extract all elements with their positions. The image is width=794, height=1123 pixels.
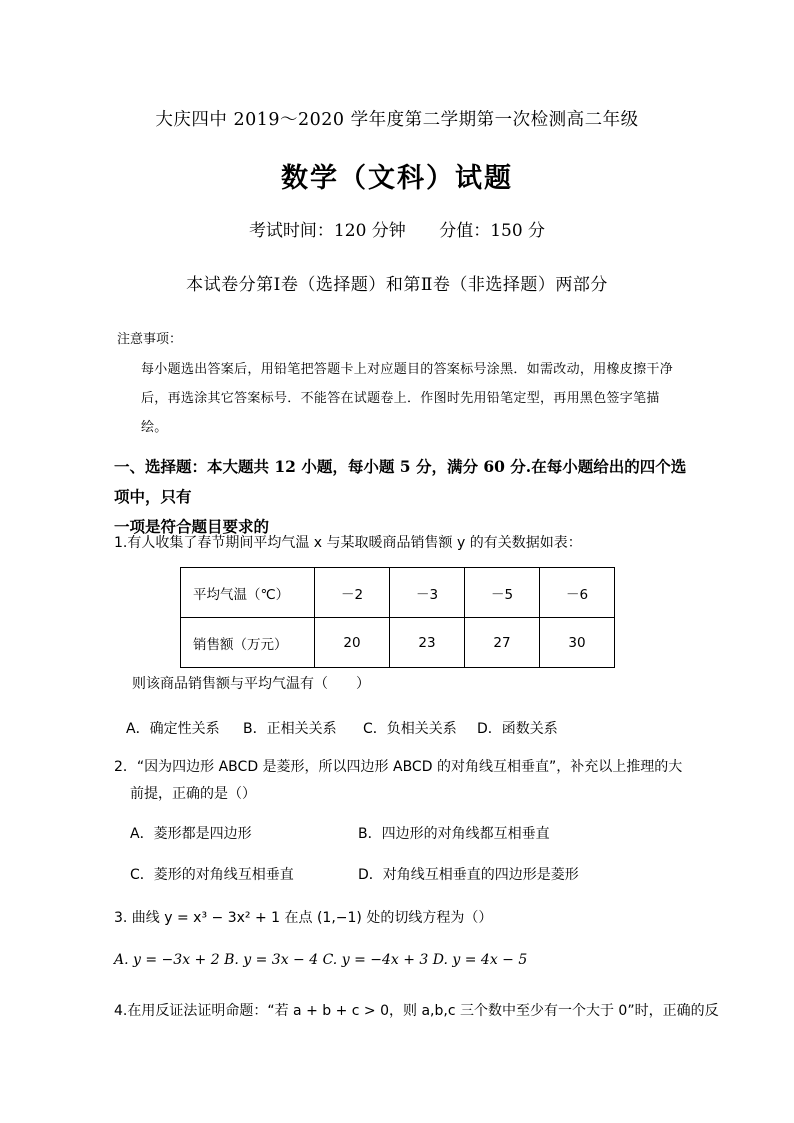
table-cell: －3 <box>390 568 465 618</box>
q3-stem: 3. 曲线 y = x³ − 3x² + 1 在点 (1,−1) 处的切线方程为（） <box>114 910 493 926</box>
school-line: 大庆四中 2019～2020 学年度第二学期第一次检测高二年级 <box>155 110 639 130</box>
table-row-header: 平均气温（℃） <box>181 568 315 618</box>
table-cell: －5 <box>465 568 540 618</box>
section-line-2: 一项是符合题目要求的 <box>114 517 270 536</box>
q4-stem: 4.在用反证法证明命题：“若 a + b + c > 0，则 a,b,c 三个数中至少有一个大于 0”时，正确的反 <box>114 1003 719 1019</box>
table-cell: 27 <box>465 618 540 668</box>
section-heading <box>114 452 694 542</box>
table-row-header: 销售额（万元） <box>181 618 315 668</box>
q1-ask: 则该商品销售额与平均气温有（ ） <box>132 676 370 692</box>
q3-options: A. y = −3x + 2 B. y = 3x − 4 C. y = −4x + 3 D. y = 4x − 5 <box>114 952 528 968</box>
q1-option-c: C．负相关关系 <box>363 721 457 737</box>
q2-option-d: D．对角线互相垂直的四边形是菱形 <box>358 867 579 883</box>
table-cell: 23 <box>390 618 465 668</box>
notice-heading: 注意事项： <box>117 332 183 347</box>
notice-text: 每小题选出答案后，用铅笔把答题卡上对应题目的答案标号涂黑．如需改动，用橡皮擦干净后，再选涂其它答案标号．不能答在试题卷上．作图时先用铅笔定型，再用黑色签字笔描绘。 <box>141 362 674 435</box>
q2-option-c: C．菱形的对角线互相垂直 <box>130 867 294 883</box>
exam-meta <box>0 216 794 241</box>
q1-data-table <box>180 567 615 668</box>
table-cell: －2 <box>315 568 390 618</box>
q1-option-b: B．正相关关系 <box>243 721 337 737</box>
page-title: 数学（文科）试题 <box>281 163 513 194</box>
q2-line-2: 前提，正确的是（） <box>130 786 256 802</box>
q2-option-b: B．四边形的对角线都互相垂直 <box>358 826 550 842</box>
section-line-1: 一、选择题：本大题共 12 小题，每小题 5 分，满分 60 分.在每小题给出的四个选项中，只有 <box>114 457 687 506</box>
table-row <box>181 568 615 618</box>
q2-option-a: A．菱形都是四边形 <box>130 826 252 842</box>
q2-line-1: 2．“因为四边形 ABCD 是菱形，所以四边形 ABCD 的对角线互相垂直”，补充以上推理的大 <box>114 759 683 775</box>
exam-parts: 本试卷分第Ⅰ卷（选择题）和第Ⅱ卷（非选择题）两部分 <box>186 275 608 295</box>
q1-stem: 1.有人收集了春节期间平均气温 x 与某取暖商品销售额 y 的有关数据如表： <box>114 535 582 551</box>
q1-option-d: D．函数关系 <box>477 721 558 737</box>
q1-option-a: A．确定性关系 <box>126 721 220 737</box>
table-cell: 20 <box>315 618 390 668</box>
exam-time: 考试时间：120 分钟 <box>248 221 406 241</box>
exam-score: 分值：150 分 <box>439 221 546 241</box>
table-cell: 30 <box>540 618 615 668</box>
table-cell: －6 <box>540 568 615 618</box>
table-row <box>181 618 615 668</box>
